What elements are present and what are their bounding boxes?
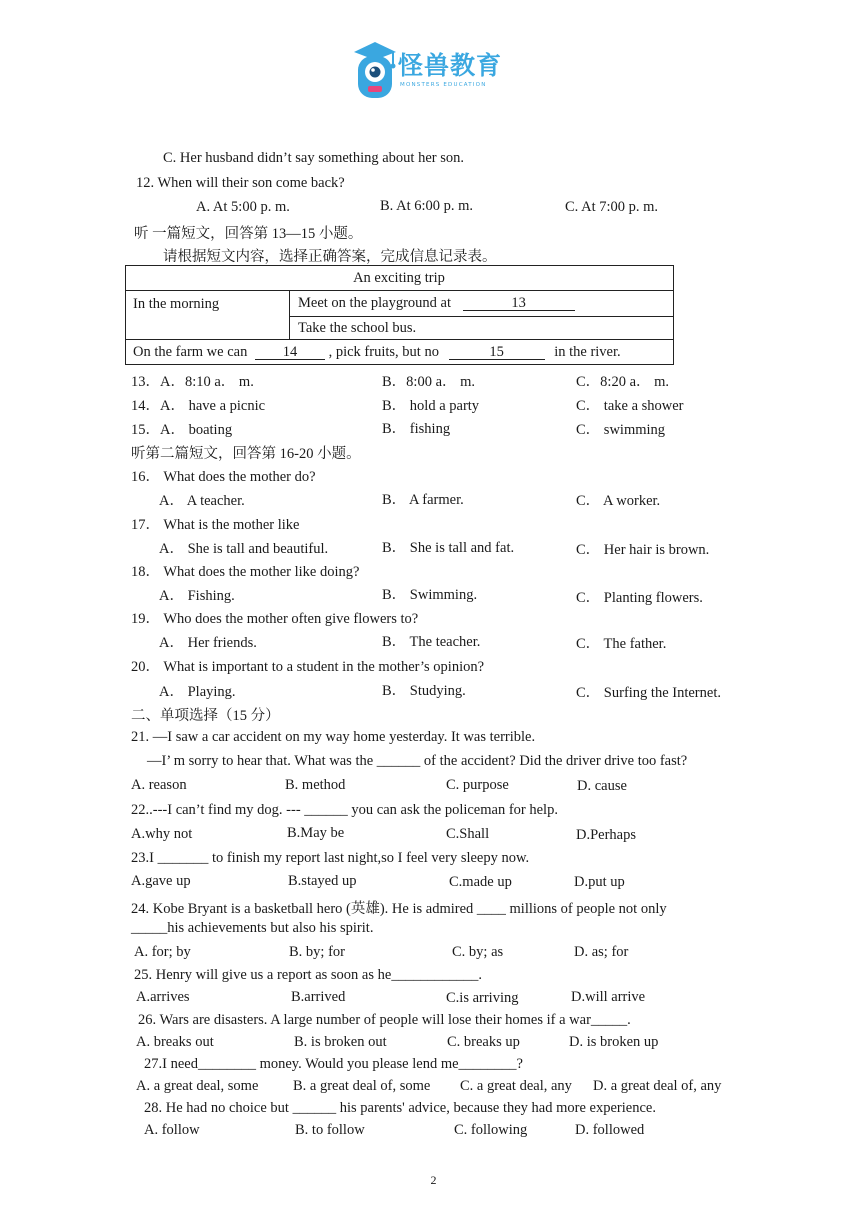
- text-line: A.why not: [131, 826, 193, 842]
- text-line: A. follow: [144, 1122, 200, 1138]
- text-line: B． A farmer.: [382, 492, 464, 508]
- text-line: B. method: [285, 777, 346, 793]
- text-line: 18． What does the mother like doing?: [131, 564, 360, 580]
- text-line: 22..---I can’t find my dog. --- ______ you can ask the policeman for help.: [131, 802, 558, 818]
- text-line: C．8:20 a． m.: [576, 374, 670, 390]
- text-line: A． Fishing.: [159, 588, 235, 604]
- text-line: A. reason: [131, 777, 187, 793]
- text-line: B. is broken out: [294, 1034, 387, 1050]
- text-line: B． Studying.: [382, 683, 466, 699]
- text-line: 听第二篇短文，回答第 16-20 小题。: [131, 446, 361, 462]
- text-line: B.May be: [287, 825, 345, 841]
- text-line: A. for; by: [134, 944, 191, 960]
- table-row-morning-label: In the morning: [133, 296, 220, 312]
- logo-text: 怪兽教育: [398, 51, 503, 80]
- text-line: A.gave up: [131, 873, 191, 889]
- table-cell-meet: [298, 295, 575, 312]
- text-line: 23.I _______ to finish my report last night,so I feel very sleepy now.: [131, 850, 530, 866]
- farm-prefix: On the farm we can: [133, 344, 248, 360]
- info-record-table: [125, 265, 674, 365]
- text-line: B． hold a party: [382, 398, 480, 414]
- text-line: A. a great deal, some: [136, 1078, 259, 1094]
- text-line: A.arrives: [136, 989, 190, 1005]
- text-line: 24. Kobe Bryant is a basketball hero (英雄). He is admired ____ millions of people not only: [131, 901, 667, 917]
- text-line: 19． Who does the mother often give flowers to?: [131, 611, 419, 627]
- page-number: 2: [430, 1173, 437, 1187]
- text-line: A. breaks out: [136, 1034, 214, 1050]
- text-line: D.Perhaps: [576, 827, 637, 843]
- farm-mid: , pick fruits, but no: [328, 344, 439, 360]
- text-line: B. by; for: [289, 944, 345, 960]
- text-line: 16． What does the mother do?: [131, 469, 316, 485]
- text-line: C. by; as: [452, 944, 504, 960]
- blank-15: 15: [449, 345, 545, 360]
- text-line: C. a great deal, any: [460, 1078, 572, 1094]
- text-line: C. following: [454, 1122, 528, 1138]
- text-line: B．8:00 a． m.: [382, 374, 476, 390]
- text-line: C. Her husband didn’t say something about her son.: [163, 150, 464, 166]
- text-line: C.made up: [449, 874, 512, 890]
- text-line: A. At 5:00 p. m.: [196, 199, 290, 215]
- text-line: B. to follow: [295, 1122, 365, 1138]
- text-line: C． A worker.: [576, 493, 661, 509]
- text-line: B． Swimming.: [382, 587, 478, 603]
- table-row-farm: [133, 344, 621, 361]
- text-line: B． fishing: [382, 421, 451, 437]
- text-line: D. a great deal of, any: [593, 1078, 722, 1094]
- text-line: 20． What is important to a student in the mother’s opinion?: [131, 659, 485, 675]
- text-line: D. cause: [577, 778, 627, 794]
- text-line: C． Her hair is brown.: [576, 542, 710, 558]
- text-line: A． Her friends.: [159, 635, 257, 651]
- text-line: B.arrived: [291, 989, 346, 1005]
- text-line: 17． What is the mother like: [131, 517, 300, 533]
- text-line: A． Playing.: [159, 684, 236, 700]
- logo-subtitle: MONSTERS EDUCATION: [400, 82, 487, 88]
- text-line: 请根据短文内容，选择正确答案，完成信息记录表。: [163, 249, 497, 265]
- text-line: C.is arriving: [446, 990, 519, 1006]
- table-title: An exciting trip: [353, 270, 445, 286]
- text-line: A． A teacher.: [159, 493, 245, 509]
- text-line: 25. Henry will give us a report as soon as he____________.: [134, 967, 482, 983]
- text-line: B． The teacher.: [382, 634, 481, 650]
- text-line: D. followed: [575, 1122, 645, 1138]
- text-line: C. At 7:00 p. m.: [565, 199, 659, 215]
- text-line: C.Shall: [446, 826, 490, 842]
- text-line: C. breaks up: [447, 1034, 520, 1050]
- text-line: C． The father.: [576, 636, 667, 652]
- text-line: C. purpose: [446, 777, 509, 793]
- text-line: 二、单项选择（15 分）: [131, 708, 280, 724]
- text-line: —I’ m sorry to hear that. What was the ______ of the accident? Did the driver drive too fast?: [147, 753, 688, 769]
- text-line: D.put up: [574, 874, 625, 890]
- text-line: _____his achievements but also his spirit.: [131, 920, 374, 936]
- text-line: 12. When will their son come back?: [136, 175, 345, 191]
- blank-13: 13: [463, 296, 575, 311]
- text-line: C． swimming: [576, 422, 666, 438]
- farm-suffix: in the river.: [554, 344, 621, 360]
- text-line: A． She is tall and beautiful.: [159, 541, 329, 557]
- text-line: B． She is tall and fat.: [382, 540, 515, 556]
- text-line: B. At 6:00 p. m.: [380, 198, 474, 214]
- text-line: D. as; for: [574, 944, 629, 960]
- logo: [352, 38, 508, 104]
- text-line: D. is broken up: [569, 1034, 659, 1050]
- text-line: 28. He had no choice but ______ his parents' advice, because they had more experience.: [144, 1100, 656, 1116]
- text-line: 14．A． have a picnic: [131, 398, 266, 414]
- blank-14: 14: [255, 345, 325, 360]
- text-line: B.stayed up: [288, 873, 357, 889]
- text-line: C． Surfing the Internet.: [576, 685, 721, 701]
- text-line: 听 一篇短文，回答第 13—15 小题。: [134, 226, 363, 242]
- text-line: C． take a shower: [576, 398, 684, 414]
- meet-text: Meet on the playground at: [298, 295, 452, 311]
- text-line: B. a great deal of, some: [293, 1078, 431, 1094]
- text-line: 21. —I saw a car accident on my way home yesterday. It was terrible.: [131, 729, 536, 745]
- monster-logo-icon: [352, 38, 398, 104]
- text-line: 26. Wars are disasters. A large number of people will lose their homes if a war_____.: [138, 1012, 631, 1028]
- text-line: D.will arrive: [571, 989, 646, 1005]
- table-cell-bus: Take the school bus.: [298, 320, 417, 336]
- text-line: 27.I need________ money. Would you please lend me________?: [144, 1056, 523, 1072]
- text-line: C． Planting flowers.: [576, 590, 703, 606]
- text-line: 13．A．8:10 a． m.: [131, 374, 254, 390]
- text-line: 15．A． boating: [131, 422, 233, 438]
